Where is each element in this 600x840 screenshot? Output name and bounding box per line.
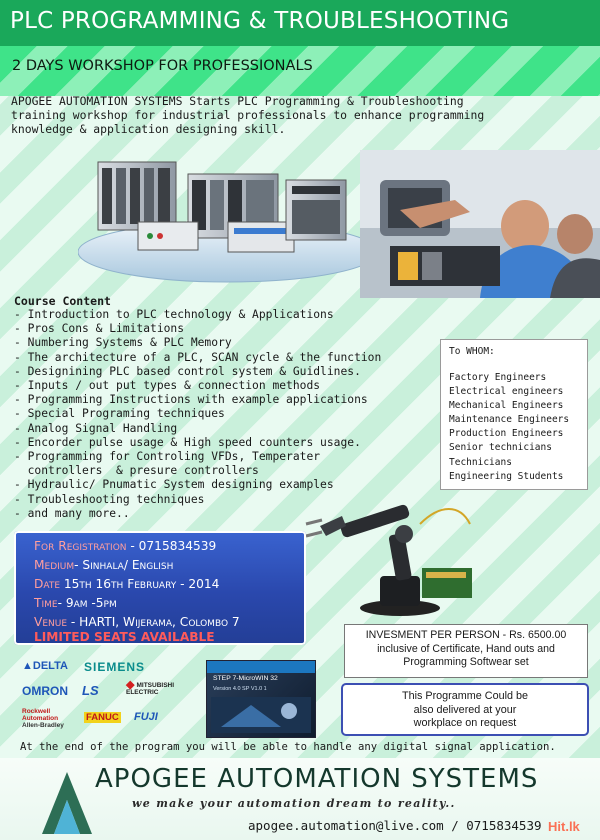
date-value: 15th 16th February - 2014 bbox=[60, 577, 220, 591]
investment-includes: inclusive of Certificate, Hand outs and bbox=[377, 642, 555, 655]
course-item: - The architecture of a PLC, SCAN cycle & the function bbox=[14, 350, 382, 364]
course-item: - Programming Instructions with example applications bbox=[14, 393, 368, 407]
registration-panel bbox=[14, 531, 306, 645]
investment-box bbox=[344, 624, 588, 678]
mitsubishi-diamond-icon: ◆ bbox=[126, 679, 135, 691]
course-item: - Pros Cons & Limitations bbox=[14, 322, 185, 336]
audience-item: Engineering Students bbox=[449, 470, 564, 482]
target-audience-list bbox=[449, 371, 579, 484]
delta-triangle-icon: ▲ bbox=[22, 660, 33, 672]
training-photo bbox=[360, 150, 600, 298]
intro-line: knowledge & application designing skill. bbox=[11, 122, 286, 136]
audience-item: Mechanical Engineers bbox=[449, 400, 564, 412]
company-name: APOGEE AUTOMATION SYSTEMS bbox=[95, 764, 539, 794]
delta-logo: ▲DELTA bbox=[22, 660, 68, 672]
rockwell-logo: Rockwell Automation Allen-Bradley bbox=[22, 708, 64, 729]
investment-price: INVESMENT PER PERSON - Rs. 6500.00 bbox=[365, 629, 567, 641]
time-row bbox=[34, 596, 117, 610]
software-title: STEP 7-MicroWIN 32 bbox=[213, 675, 278, 682]
medium-value: - Sinhala/ English bbox=[74, 558, 174, 572]
software-version: Version 4.0 SP V1.0 1 bbox=[213, 686, 267, 692]
header-bar bbox=[0, 0, 600, 46]
course-item: - Encorder pulse usage & High speed counters usage. bbox=[14, 435, 361, 449]
audience-item: Production Engineers bbox=[449, 428, 564, 440]
intro-paragraph bbox=[11, 94, 591, 136]
course-item: - and many more.. bbox=[14, 506, 130, 520]
course-item: - Introduction to PLC technology & Applications bbox=[14, 308, 334, 321]
registration-label: For Registration bbox=[34, 539, 127, 553]
date-row bbox=[34, 577, 219, 591]
apogee-logo-icon bbox=[40, 770, 94, 836]
time-value: - 9am -5pm bbox=[57, 596, 117, 610]
course-item: - Hydraulic/ Pnumatic System designing examples bbox=[14, 478, 334, 492]
software-titlebar bbox=[207, 661, 315, 673]
intro-line: training workshop for industrial professionals to enhance programming bbox=[11, 108, 485, 122]
audience-item: Factory Engineers bbox=[449, 372, 547, 383]
course-item: - Troubleshooting techniques bbox=[14, 492, 205, 506]
software-screenshot bbox=[206, 660, 316, 738]
venue-row bbox=[34, 615, 240, 629]
target-audience-box bbox=[440, 339, 588, 490]
delivery-line: workplace on request bbox=[413, 717, 517, 729]
delivery-line: This Programme Could be bbox=[401, 690, 528, 702]
contact-info: apogee.automation@live.com / 0715834539 bbox=[248, 818, 542, 833]
audience-item: Technicians bbox=[449, 456, 512, 468]
course-item: - Inputs / out put types & connection methods bbox=[14, 379, 321, 393]
medium-row bbox=[34, 558, 173, 572]
audience-item: Electrical engineers bbox=[449, 386, 564, 398]
course-content-title: Course Content bbox=[14, 294, 111, 308]
course-item: controllers & presure controllers bbox=[14, 464, 259, 478]
course-item: - Analog Signal Handling bbox=[14, 421, 178, 435]
medium-label: Medium bbox=[34, 558, 75, 572]
fanuc-logo: FANUC bbox=[86, 712, 119, 723]
registration-row bbox=[34, 539, 216, 553]
ls-logo: LS bbox=[82, 683, 99, 698]
siemens-logo: SIEMENS bbox=[84, 660, 146, 674]
fuji-logo: FUJI bbox=[134, 711, 158, 723]
site-watermark: Hit.lk bbox=[548, 819, 580, 834]
software-splash-art bbox=[211, 697, 311, 733]
intro-line: APOGEE AUTOMATION SYSTEMS Starts PLC Programming & Troubleshooting bbox=[11, 94, 464, 108]
company-tagline: we make your automation dream to reality.. bbox=[132, 797, 456, 810]
audience-item: Senior technicians bbox=[449, 442, 552, 454]
page-title: PLC PROGRAMMING & TROUBLESHOOTING bbox=[10, 8, 510, 34]
robot-arm-image bbox=[300, 484, 478, 618]
venue-value: - HARTI, Wijerama, Colombo 7 bbox=[67, 615, 240, 629]
onsite-delivery-box bbox=[341, 683, 589, 736]
plc-hardware-image bbox=[78, 152, 378, 292]
target-audience-title: To WHOM: bbox=[449, 346, 495, 357]
limited-seats-notice: LIMITED SEATS AVAILABLE bbox=[34, 630, 215, 644]
registration-phone: - 0715834539 bbox=[126, 539, 217, 553]
page-subtitle: 2 DAYS WORKSHOP FOR PROFESSIONALS bbox=[12, 58, 313, 74]
course-item: - Designining PLC based control system & Guidlines. bbox=[14, 364, 361, 378]
omron-logo: OMRON bbox=[22, 684, 68, 698]
venue-label: Venue bbox=[34, 615, 68, 629]
vendor-logos bbox=[22, 656, 202, 746]
program-outcome: At the end of the program you will be able to handle any digital signal application. bbox=[20, 741, 556, 753]
mitsubishi-logo: ◆ MITSUBISHI ELECTRIC bbox=[126, 679, 175, 696]
course-item: - Programming for Controling VFDs, Temperater bbox=[14, 450, 321, 464]
delivery-line: also delivered at your bbox=[413, 703, 517, 716]
time-label: Time bbox=[34, 596, 58, 610]
date-label: Date bbox=[34, 577, 61, 591]
course-item: - Numbering Systems & PLC Memory bbox=[14, 336, 232, 350]
course-item: - Special Programing techniques bbox=[14, 407, 225, 421]
audience-item: Maintenance Engineers bbox=[449, 414, 570, 426]
investment-includes-2: Programming Softwear set bbox=[403, 656, 529, 668]
